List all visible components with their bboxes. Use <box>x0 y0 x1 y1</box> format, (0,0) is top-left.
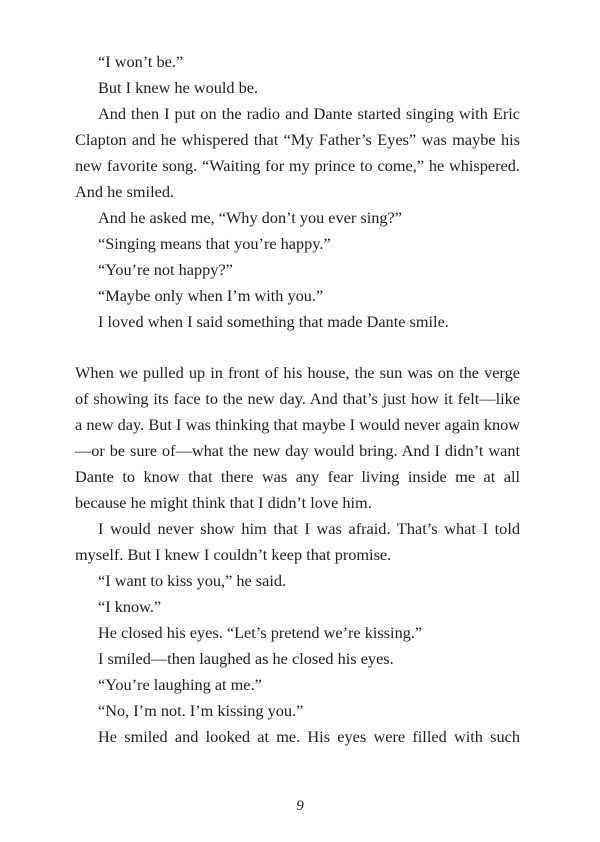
text-section-1 <box>75 49 520 335</box>
paragraph: “I know.” <box>98 597 162 616</box>
paragraph: “Maybe only when I’m with you.” <box>98 286 324 305</box>
paragraph: “You’re laughing at me.” <box>98 675 262 694</box>
paragraph: I smiled—then laughed as he closed his eyes. <box>98 649 394 668</box>
paragraph: He closed his eyes. “Let’s pretend we’re kissing.” <box>98 623 423 642</box>
paragraph: And then I put on the radio and Dante started singing with Eric Clapton and he whispered that “My Father’s Eyes” was maybe his new favorite song. “Waiting for my prince to come,” he whispered. And he smiled. <box>75 104 520 201</box>
paragraph: But I knew he would be. <box>98 78 259 97</box>
paragraph: “No, I’m not. I’m kissing you.” <box>98 701 304 720</box>
paragraph: And he asked me, “Why don’t you ever sing?” <box>98 208 402 227</box>
paragraph: I would never show him that I was afraid. That’s what I told myself. But I knew I couldn’t keep that promise. <box>75 519 520 564</box>
paragraph: “You’re not happy?” <box>98 260 233 279</box>
paragraph: I loved when I said something that made Dante smile. <box>98 312 449 331</box>
paragraph: When we pulled up in front of his house, the sun was on the verge of showing its face to the new day. And that’s just how it felt—like a new day. But I was thinking that maybe I would never again know—or be sure of—what the new day would bring. And I didn’t want Dante to know that there was any fear living inside me at all because he might think that I didn’t love him. <box>75 363 520 512</box>
text-section-2 <box>75 360 520 750</box>
paragraph: “I won’t be.” <box>98 52 184 71</box>
page-number: 9 <box>296 798 304 814</box>
paragraph: “Singing means that you’re happy.” <box>98 234 331 253</box>
paragraph-continued: He smiled and looked at me. His eyes were filled with such <box>98 727 520 746</box>
paragraph: “I want to kiss you,” he said. <box>98 571 287 590</box>
